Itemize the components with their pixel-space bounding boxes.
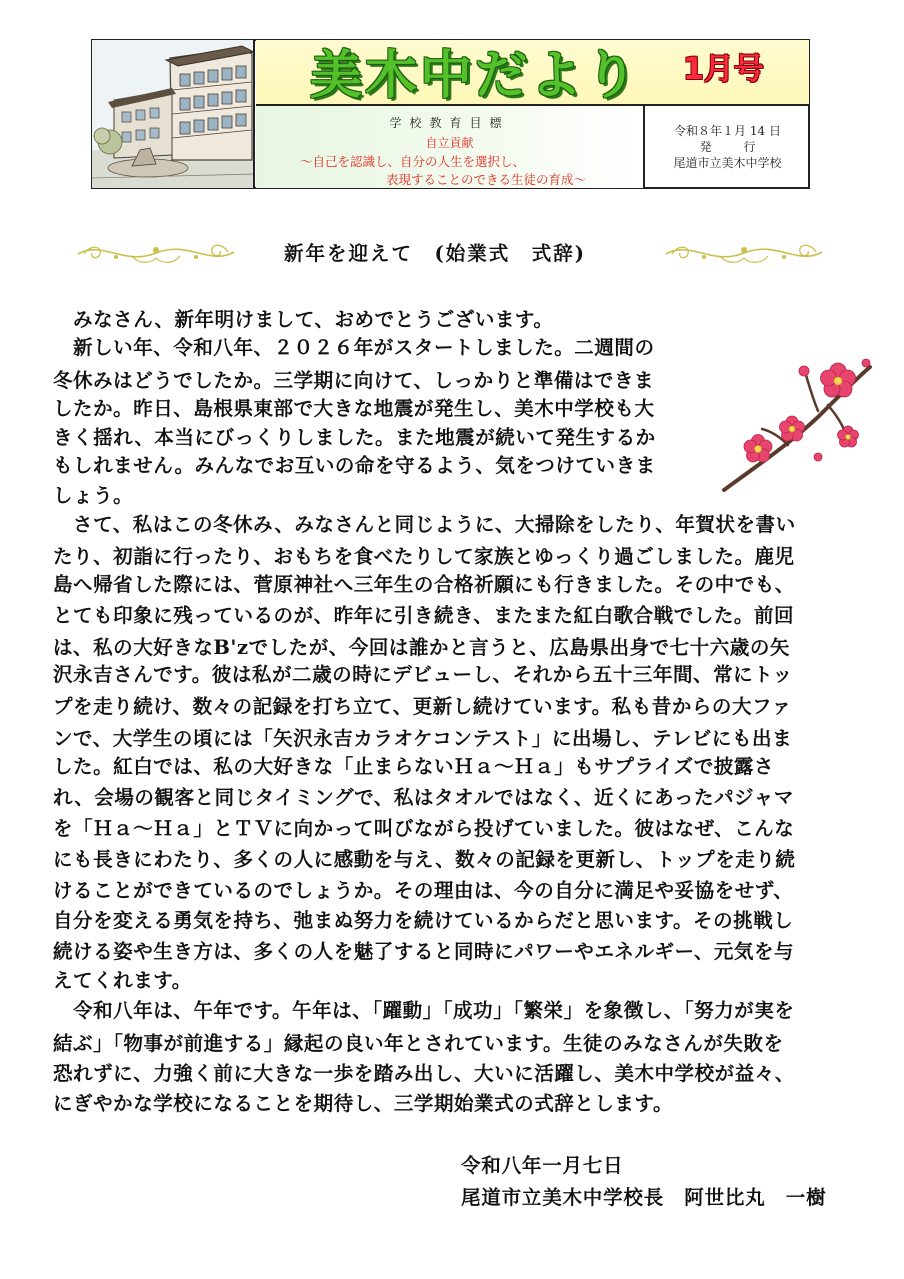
body-line: 令和八年は、午年です。午年は、「躍動」「成功」「繁栄」を象徴し、「努力が実を (53, 999, 795, 1022)
body-line: にぎやかな学校になることを期待し、三学期始業式の式辞とします。 (53, 1092, 673, 1115)
school-building-image (92, 40, 255, 188)
plum-blossom-icon (718, 345, 878, 495)
body-line: さて、私はこの冬休み、みなさんと同じように、大掃除をしたり、年賀状を書い (53, 513, 796, 536)
body-line: 自分を変える勇気を持ち、弛まぬ努力を続けているからだと思います。その挑戦し (53, 909, 794, 932)
article-title: 新年を迎えて (始業式 式辞) (284, 242, 586, 265)
body-line: プを走り続け、数々の記録を打ち立て、更新し続けています。私も昔からの大ファ (53, 695, 792, 718)
goals-label: 学校教育目標 (389, 116, 510, 130)
issuer-school: 尾道市立美木中学校 (673, 156, 782, 170)
body-line: えてくれます。 (53, 969, 192, 992)
body-line: にも長きにわたり、多くの人に感動を与え、数々の記録を更新し、トップを走り続 (53, 848, 796, 871)
issue-issued: 発 行 (699, 140, 766, 154)
newsletter-title: 美木中だより (310, 46, 641, 106)
signature-date: 令和八年一月七日 (461, 1154, 624, 1177)
school-goals-box (256, 106, 645, 188)
body-line: れ、会場の観客と同じタイミングで、私はタオルではなく、近くにあったパジャマ (53, 786, 794, 809)
body-line: たり、初詣に行ったり、おもちを食べたりして家族とゆっくり過ごしました。鹿児 (53, 545, 795, 568)
body-line: 恐れずに、力強く前に大きな一歩を踏み出し、大いに活躍し、美木中学校が益々、 (53, 1062, 795, 1085)
body-line: 島へ帰省した際には、菅原神社へ三年生の合格祈願にも行きました。その中でも、 (53, 573, 795, 596)
issue-label: 1月号 (683, 52, 764, 87)
body-line: 結ぶ」「物事が前進する」縁起の良い年とされています。生徒のみなさんが失敗を (53, 1032, 784, 1055)
body-line: を「Ｈａ～Ｈａ」とＴＶに向かって叫びながら投げていました。彼はなぜ、こんな (53, 817, 795, 840)
goals-slogan: 自立貢献 (425, 136, 474, 150)
body-line: とても印象に残っているのが、昨年に引き続き、またまた紅白歌合戦でした。前回 (53, 604, 795, 627)
body-line: しょう。 (53, 484, 134, 507)
body-line: 沢永吉さんです。彼は私が二歳の時にデビューし、それから五十三年間、常にトッ (53, 663, 793, 686)
issue-date: 令和８年１月 14 日 (674, 124, 781, 138)
ornament-left-icon (72, 236, 240, 270)
school-building-illustration (92, 40, 255, 188)
body-line: 新しい年、令和八年、２０２６年がスタートしました。二週間の (53, 336, 655, 359)
body-line: は、私の大好きなB'zでしたが、今回は誰かと言うと、広島県出身で七十六歳の矢 (53, 636, 790, 659)
body-line: ンで、大学生の頃には「矢沢永吉カラオケコンテスト」に出場し、テレビにも出ま (53, 727, 793, 750)
signature-name: 尾道市立美木中学校長 阿世比丸 一樹 (461, 1186, 827, 1209)
body-line: 続ける姿や生き方は、多くの人を魅了すると同時にパワーやエネルギー、元気を与 (53, 940, 795, 963)
body-line: きく揺れ、本当にびっくりしました。また地震が続いて発生するか (53, 426, 656, 449)
ornament-right-icon (660, 236, 828, 270)
goals-line-2: 表現することのできる生徒の育成～ (386, 172, 587, 187)
body-line: 冬休みはどうでしたか。三学期に向けて、しっかりと準備はできま (53, 369, 655, 392)
goals-line-1: ～自己を認識し、自分の人生を選択し、 (300, 154, 526, 169)
body-line: した。紅白では、私の大好きな「止まらないＨａ～Ｈａ」もサプライズで披露さ (53, 755, 775, 778)
body-line: したか。昨日、島根県東部で大きな地震が発生し、美木中学校も大 (53, 397, 655, 420)
body-line: けることができているのでしょうか。その理由は、今の自分に満足や妥協をせず、 (53, 879, 794, 902)
issue-info-box (646, 106, 809, 188)
body-line: みなさん、新年明けまして、おめでとうございます。 (53, 308, 554, 331)
body-line: もしれません。みんなでお互いの命を守るよう、気をつけていきま (53, 454, 656, 477)
